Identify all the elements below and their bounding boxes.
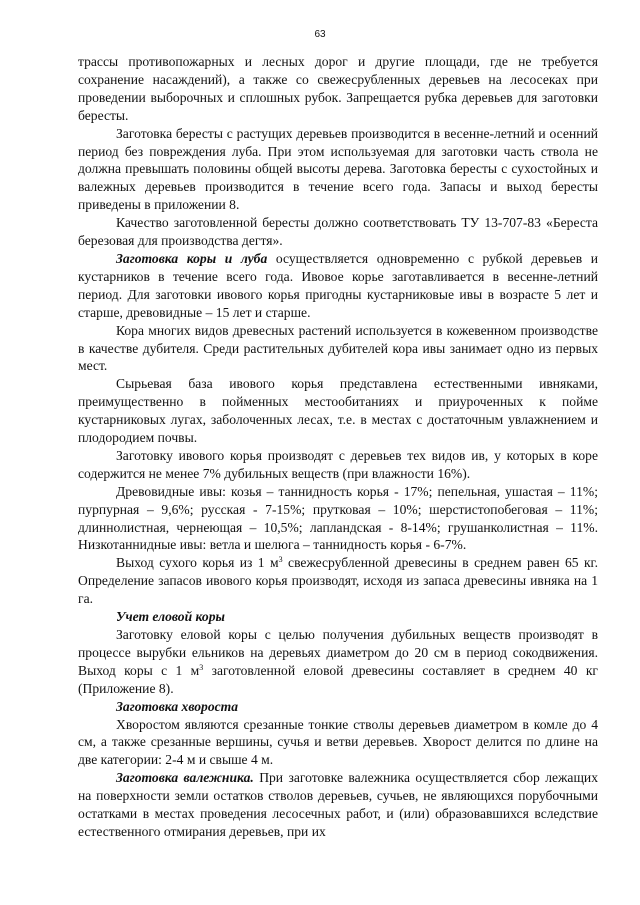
inline-heading-deadwood: Заготовка валежника. [116, 770, 254, 786]
superscript: 3 [278, 555, 283, 565]
paragraph-raw-material-base: Сырьевая база ивового корья представлена естественными ивняками, преимущественно в пойменных местообитаниях и приуроченных к пойме кустарниковых лугах, заболоченных лесах, т.е. в местах с достаточным увлажнением и плодородием почвы. [78, 376, 598, 446]
section-heading-brushwood: Заготовка хвороста [116, 698, 239, 714]
paragraph-birch-bark-harvest: Заготовка бересты с растущих деревьев производится в весенне-летний и осенний период без повреждения луба. При этом используемая для заготовки часть ствола не должна превышать половины общей высоты дерева. Заготовка бересты с сухостойных и валежных деревьев производится в течение всего года. Запасы и выход бересты приведены в приложении 8. [78, 125, 598, 213]
paragraph-bark-bast-harvest [78, 250, 598, 322]
paragraph-birch-bark-quality: Качество заготовленной бересты должно соответствовать ТУ 13-707-83 «Береста березовая для производства дегтя». [78, 215, 598, 249]
paragraph-brushwood: Хворостом являются срезанные тонкие стволы деревьев диаметром в комле до 4 см, а также срезанные вершины, сучья и ветви деревьев. Хворост делится по длине на две категории: 2-4 м и свыше 4 м. [78, 716, 598, 768]
paragraph-spruce-bark: Заготовку еловой коры с целью получения дубильных веществ производят в процессе вырубки ельников на деревьях диаметром до 20 см в период сокодвижения. Выход коры с 1 $м^3$ заготовленной еловой древесины составляет в среднем 40 кг (Приложение 8). [78, 627, 599, 696]
paragraph-bark-yield: Выход сухого корья из 1 $м^3$ свежесрубленной древесины в среднем равен 65 кг. Определение запасов ивового корья производят, исходя из запаса древесины ивняка на 1 га. [78, 555, 598, 607]
inline-heading-bark-bast: Заготовка коры и луба [116, 250, 268, 266]
paragraph-deadwood [78, 769, 598, 841]
section-heading-spruce-bark: Учет еловой коры [116, 609, 225, 625]
paragraph-text: осуществляется одновременно с рубкой деревьев и кустарников в течение всего года. Ивовое корье заготавливается в весенне-летний период. Для заготовки ивового корья пригодны кустарниковые ивы в возрасте 5 лет и старше, древовидные – 15 лет и старше. [78, 250, 598, 320]
superscript: 3 [199, 662, 204, 672]
paragraph-text: При заготовке валежника осуществляется сбор лежащих на поверхности земли остатков стволов деревьев, сучьев, не являющихся порубочными остатками в местах проведения лесосечных работ, и (или) образовавшихся вследствие естественного отмирания деревьев, при их [78, 770, 598, 839]
page-number: 63 [314, 29, 326, 40]
paragraph-willow-species-tannin: Заготовку ивового корья производят с деревьев тех видов ив, у которых в коре содержится не менее 7% дубильных веществ (при влажности 16%). [78, 447, 598, 481]
paragraph-tree-willows: Древовидные ивы: козья – таннидность корья - 17%; пепельная, ушастая – 11%; пурпурная – 9,6%; русская - 7-15%; прутковая – 10%; шерстистопобеговая – 11%; длиннолистная, чернеющая – 10,5%; лапландская - 8-14%; грушанколистная – 11%. Низкотаннидные ивы: ветла и шелюга – таннидность корья - 6-7%. [78, 483, 598, 553]
paragraph-continuation: трассы противопожарных и лесных дорог и другие площади, где не требуется сохранение насаждений), а также со свежесрубленных деревьев на лесосеках при проведении выборочных и сплошных рубок. Запрещается рубка деревьев для заготовки бересты. [78, 54, 598, 123]
body-text [78, 53, 598, 841]
paragraph-tanning: Кора многих видов древесных растений используется в кожевенном производстве в качестве дубителя. Среди растительных дубителей кора ивы занимает одно из первых мест. [78, 322, 598, 374]
